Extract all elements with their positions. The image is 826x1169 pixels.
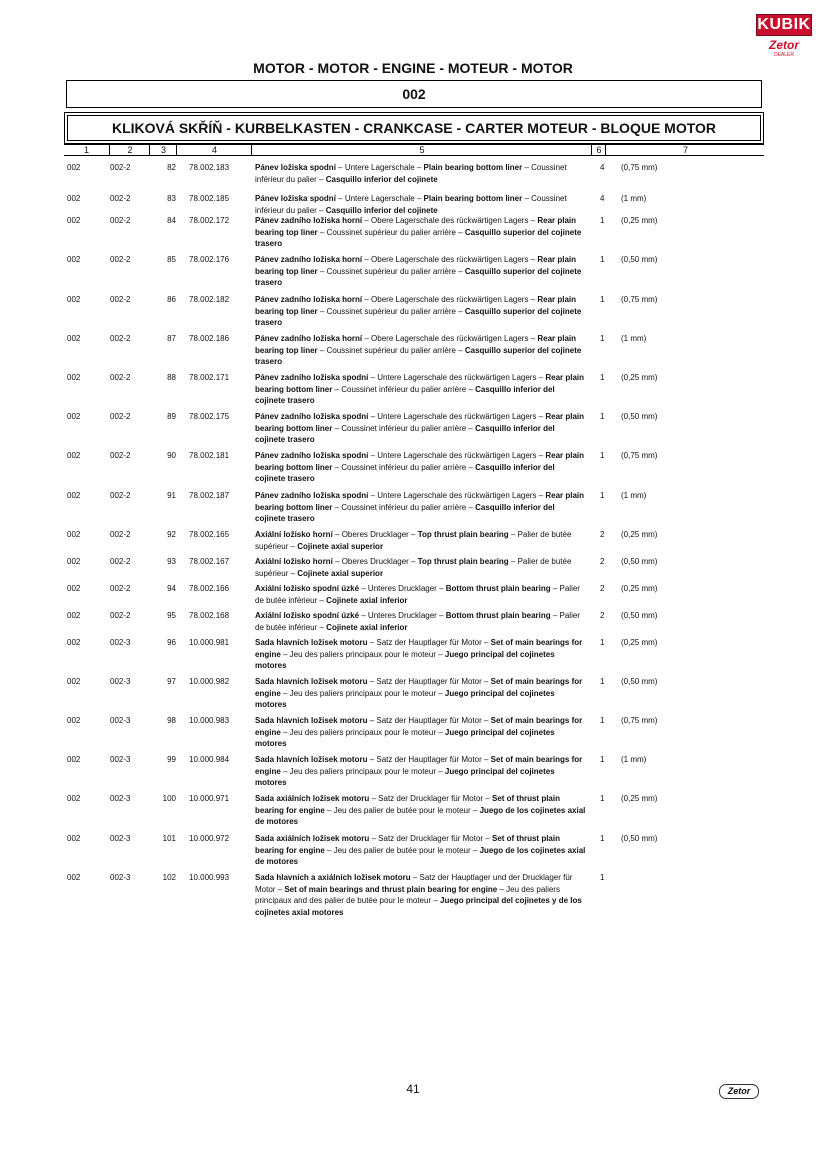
- description-desc: – Untere Lagerschale des rückwärtigen Lagers –: [368, 412, 546, 421]
- description-desc: – Satz der Drucklager für Motor –: [369, 794, 492, 803]
- part-group: 002: [67, 873, 81, 882]
- description-bold1: Pánev zadního ložiska horní: [255, 216, 363, 225]
- size-note: (0,50 mm): [621, 412, 658, 421]
- page-number: 41: [406, 1082, 420, 1096]
- description-bold2: Plain bearing bottom liner: [423, 194, 523, 203]
- quantity: 1: [600, 373, 605, 382]
- size-note: (0,25 mm): [621, 530, 658, 539]
- description-bold1: Axiální ložisko spodní úzké: [255, 584, 360, 593]
- part-description: [255, 215, 587, 250]
- size-note: (0,75 mm): [621, 716, 658, 725]
- description-bold1: Pánev zadního ložiska spodní: [255, 491, 369, 500]
- description-bold1: Pánev zadního ložiska spodní: [255, 412, 369, 421]
- part-group: 002: [67, 611, 81, 620]
- position-number: 85: [167, 255, 176, 264]
- description-desc: – Satz der Hauptlager für Motor –: [367, 716, 491, 725]
- position-number: 99: [167, 755, 176, 764]
- description-bold2: Rear plain bearing bottom liner: [255, 373, 585, 394]
- description-bold3: Casquillo inferior del cojinete: [325, 174, 438, 184]
- quantity: 4: [600, 194, 605, 203]
- description-bold3: Casquillo inferior del cojinete: [325, 205, 438, 215]
- part-description: [255, 676, 587, 711]
- description-desc2: – Coussinet supérieur du palier arrière –: [317, 345, 465, 355]
- description-desc2: – Jeu des paliers principaux pour le moteur –: [280, 688, 445, 698]
- description-bold1: Axiální ložisko horní: [255, 530, 333, 539]
- description-bold3: Juego principal del cojinetes motores: [255, 727, 555, 748]
- description-bold2: Rear plain bearing bottom liner: [255, 491, 585, 512]
- part-description: [255, 162, 587, 185]
- description-bold3: Casquillo inferior del cojinete trasero: [255, 423, 555, 444]
- description-desc2: – Coussinet inférieur du palier arrière –: [332, 384, 476, 394]
- zetor-brand: Zetor: [769, 38, 799, 52]
- description-bold2: Top thrust plain bearing: [417, 557, 509, 566]
- quantity: 1: [600, 755, 605, 764]
- description-bold2: Rear plain bearing top liner: [255, 295, 577, 316]
- part-group: 002: [67, 677, 81, 686]
- description-bold1: Pánev zadního ložiska spodní: [255, 373, 369, 382]
- part-description: [255, 754, 587, 789]
- quantity: 2: [600, 611, 605, 620]
- part-group: 002: [67, 451, 81, 460]
- part-number: 10.000.971: [189, 794, 230, 803]
- section-title: KLIKOVÁ SKŘÍŇ - KURBELKASTEN - CRANKCASE - CARTER MOTEUR - BLOQUE MOTOR: [67, 115, 761, 141]
- description-desc: – Untere Lagerschale des rückwärtigen Lagers –: [368, 373, 546, 382]
- size-note: (1 mm): [621, 194, 647, 203]
- part-number: 78.002.176: [189, 255, 230, 264]
- quantity: 1: [600, 334, 605, 343]
- description-bold2: Set of main bearings for engine: [255, 638, 583, 659]
- part-subgroup: 002-2: [110, 530, 131, 539]
- description-desc2: – Coussinet supérieur du palier arrière –: [317, 266, 465, 276]
- description-bold3: Casquillo superior del cojinete trasero: [255, 266, 582, 287]
- description-desc2: – Jeu des palier de butée pour le moteur –: [324, 845, 480, 855]
- quantity: 2: [600, 584, 605, 593]
- size-note: (0,50 mm): [621, 677, 658, 686]
- part-number: 10.000.972: [189, 834, 230, 843]
- part-number: 10.000.983: [189, 716, 230, 725]
- page-title: MOTOR - MOTOR - ENGINE - MOTEUR - MOTOR: [253, 60, 573, 76]
- quantity: 1: [600, 834, 605, 843]
- position-number: 89: [167, 412, 176, 421]
- part-subgroup: 002-2: [110, 194, 131, 203]
- size-note: (0,25 mm): [621, 584, 658, 593]
- description-bold2: Set of thrust plain bearing for engine: [255, 794, 560, 815]
- description-desc: – Unteres Drucklager –: [359, 611, 446, 620]
- description-bold3: Casquillo superior del cojinete trasero: [255, 306, 582, 327]
- position-number: 86: [167, 295, 176, 304]
- description-bold3: Juego principal del cojinetes motores: [255, 649, 555, 670]
- position-number: 96: [167, 638, 176, 647]
- part-description: [255, 529, 587, 552]
- size-note: (1 mm): [621, 755, 647, 764]
- position-number: 88: [167, 373, 176, 382]
- quantity: 1: [600, 412, 605, 421]
- description-bold2: Rear plain bearing top liner: [255, 255, 577, 276]
- part-subgroup: 002-2: [110, 216, 131, 225]
- description-bold3: Casquillo inferior del cojinete trasero: [255, 384, 555, 405]
- position-number: 82: [167, 163, 176, 172]
- part-description: [255, 637, 587, 672]
- part-subgroup: 002-3: [110, 794, 131, 803]
- part-group: 002: [67, 584, 81, 593]
- size-note: (0,25 mm): [621, 216, 658, 225]
- section-title-box: [64, 112, 764, 144]
- group-number: 002: [66, 80, 762, 108]
- col-header-1: 1: [83, 145, 89, 155]
- description-desc: – Satz der Hauptlager für Motor –: [367, 755, 491, 764]
- description-bold2: Bottom thrust plain bearing: [445, 584, 551, 593]
- description-bold2: Set of main bearings for engine: [255, 716, 583, 737]
- part-description: [255, 833, 587, 868]
- part-number: 10.000.984: [189, 755, 230, 764]
- part-description: [255, 715, 587, 750]
- part-subgroup: 002-2: [110, 373, 131, 382]
- quantity: 2: [600, 530, 605, 539]
- part-description: [255, 793, 587, 828]
- part-group: 002: [67, 834, 81, 843]
- part-description: [255, 254, 587, 289]
- part-number: 10.000.981: [189, 638, 230, 647]
- quantity: 1: [600, 794, 605, 803]
- part-description: [255, 333, 587, 368]
- dealer-label: DEALER: [773, 52, 794, 58]
- part-number: 78.002.175: [189, 412, 230, 421]
- position-number: 100: [162, 794, 176, 803]
- description-desc: – Oberes Drucklager –: [332, 557, 418, 566]
- description-bold2: Top thrust plain bearing: [417, 530, 509, 539]
- part-subgroup: 002-2: [110, 491, 131, 500]
- description-bold2: Rear plain bearing bottom liner: [255, 451, 585, 472]
- part-group: 002: [67, 295, 81, 304]
- quantity: 1: [600, 255, 605, 264]
- description-desc2: – Jeu des paliers principaux pour le moteur –: [280, 727, 445, 737]
- part-subgroup: 002-2: [110, 295, 131, 304]
- part-group: 002: [67, 530, 81, 539]
- description-desc2: – Coussinet inférieur du palier –: [255, 163, 567, 184]
- description-bold3: Cojinete axial inferior: [326, 622, 408, 632]
- description-desc: – Satz der Hauptlager für Motor –: [367, 677, 491, 686]
- part-description: [255, 372, 587, 407]
- part-number: 78.002.172: [189, 216, 230, 225]
- size-note: (0,50 mm): [621, 557, 658, 566]
- part-group: 002: [67, 255, 81, 264]
- description-bold2: Set of thrust plain bearing for engine: [255, 834, 560, 855]
- quantity: 1: [600, 295, 605, 304]
- part-number: 78.002.171: [189, 373, 230, 382]
- description-bold3: Juego de los cojinetes axial de motores: [255, 805, 586, 826]
- description-bold1: Pánev zadního ložiska horní: [255, 295, 363, 304]
- part-number: 10.000.982: [189, 677, 230, 686]
- size-note: (0,25 mm): [621, 373, 658, 382]
- part-number: 78.002.166: [189, 584, 230, 593]
- col-header-4: 4: [176, 145, 252, 155]
- part-group: 002: [67, 755, 81, 764]
- size-note: (0,50 mm): [621, 611, 658, 620]
- position-number: 101: [162, 834, 176, 843]
- description-bold2: Rear plain bearing top liner: [255, 216, 577, 237]
- description-bold2: Set of main bearings and thrust plain bearing for engine: [284, 884, 498, 894]
- description-bold2: Bottom thrust plain bearing: [445, 611, 551, 620]
- description-desc: – Obere Lagerschale des rückwärtigen Lagers –: [362, 295, 538, 304]
- description-desc2: – Palier de butée inférieur –: [255, 584, 580, 605]
- size-note: (0,75 mm): [621, 163, 658, 172]
- description-bold2: Set of main bearings for engine: [255, 755, 583, 776]
- part-description: [255, 872, 587, 918]
- part-subgroup: 002-3: [110, 677, 131, 686]
- part-subgroup: 002-3: [110, 638, 131, 647]
- quantity: 1: [600, 451, 605, 460]
- description-bold3: Cojinete axial superior: [297, 541, 384, 551]
- size-note: (1 mm): [621, 334, 647, 343]
- description-desc: – Untere Lagerschale –: [335, 163, 424, 172]
- part-subgroup: 002-2: [110, 584, 131, 593]
- description-bold3: Casquillo inferior del cojinete trasero: [255, 502, 555, 523]
- position-number: 87: [167, 334, 176, 343]
- description-desc: – Obere Lagerschale des rückwärtigen Lagers –: [362, 334, 538, 343]
- part-group: 002: [67, 412, 81, 421]
- description-desc2: – Jeu des paliers principaux pour le moteur –: [280, 766, 445, 776]
- size-note: (0,25 mm): [621, 638, 658, 647]
- description-bold1: Sada axiálních ložisek motoru: [255, 794, 370, 803]
- part-number: 78.002.183: [189, 163, 230, 172]
- description-desc: – Obere Lagerschale des rückwärtigen Lagers –: [362, 255, 538, 264]
- description-desc: – Satz der Hauptlager und der Drucklager für Motor –: [255, 873, 573, 894]
- part-number: 78.002.187: [189, 491, 230, 500]
- description-bold2: Rear plain bearing bottom liner: [255, 412, 585, 433]
- part-description: [255, 193, 587, 216]
- description-bold1: Sada hlavních ložisek motoru: [255, 716, 368, 725]
- part-description: [255, 490, 587, 525]
- description-bold1: Axiální ložisko spodní úzké: [255, 611, 360, 620]
- description-bold1: Sada hlavních a axiálních ložisek motoru: [255, 873, 411, 882]
- part-number: 78.002.186: [189, 334, 230, 343]
- description-desc2: – Coussinet inférieur du palier –: [255, 194, 567, 215]
- quantity: 1: [600, 716, 605, 725]
- position-number: 95: [167, 611, 176, 620]
- description-bold1: Pánev ložiska spodní: [255, 163, 336, 172]
- part-subgroup: 002-2: [110, 255, 131, 264]
- description-bold3: Juego principal del cojinetes motores: [255, 766, 555, 787]
- position-number: 91: [167, 491, 176, 500]
- size-note: (1 mm): [621, 491, 647, 500]
- part-group: 002: [67, 716, 81, 725]
- part-group: 002: [67, 373, 81, 382]
- part-group: 002: [67, 491, 81, 500]
- description-bold2: Rear plain bearing top liner: [255, 334, 577, 355]
- part-description: [255, 294, 587, 329]
- description-bold2: Plain bearing bottom liner: [423, 163, 523, 172]
- description-bold3: Cojinete axial inferior: [326, 595, 408, 605]
- description-desc: – Satz der Drucklager für Motor –: [369, 834, 492, 843]
- part-group: 002: [67, 194, 81, 203]
- zetor-footer-logo: Zetor: [719, 1084, 759, 1099]
- part-group: 002: [67, 557, 81, 566]
- col-header-7: 7: [605, 145, 765, 155]
- description-desc2: – Jeu des palier de butée pour le moteur –: [324, 805, 480, 815]
- part-group: 002: [67, 216, 81, 225]
- part-number: 78.002.182: [189, 295, 230, 304]
- part-description: [255, 610, 587, 633]
- description-bold1: Pánev zadního ložiska horní: [255, 334, 363, 343]
- kubik-zetor-logo: [756, 14, 812, 58]
- description-desc: – Obere Lagerschale des rückwärtigen Lagers –: [362, 216, 538, 225]
- part-number: 10.000.993: [189, 873, 230, 882]
- position-number: 84: [167, 216, 176, 225]
- size-note: (0,75 mm): [621, 451, 658, 460]
- description-bold1: Pánev ložiska spodní: [255, 194, 336, 203]
- description-desc2: – Coussinet supérieur du palier arrière –: [317, 227, 465, 237]
- description-bold3: Juego principal del cojinetes motores: [255, 688, 555, 709]
- description-desc: – Unteres Drucklager –: [359, 584, 446, 593]
- part-subgroup: 002-2: [110, 451, 131, 460]
- description-bold3: Juego principal del cojinetes y de los cojinetes axial motores: [255, 896, 582, 917]
- description-bold1: Pánev zadního ložiska spodní: [255, 451, 369, 460]
- description-bold3: Juego de los cojinetes axial de motores: [255, 845, 586, 866]
- description-bold1: Sada axiálních ložisek motoru: [255, 834, 370, 843]
- description-bold1: Pánev zadního ložiska horní: [255, 255, 363, 264]
- part-subgroup: 002-2: [110, 412, 131, 421]
- description-desc: – Untere Lagerschale des rückwärtigen Lagers –: [368, 451, 546, 460]
- description-desc2: – Coussinet supérieur du palier arrière –: [317, 306, 465, 316]
- part-subgroup: 002-2: [110, 611, 131, 620]
- description-desc2: – Jeu des paliers principaux pour le moteur –: [280, 649, 445, 659]
- description-desc2: – Palier de butée inférieur –: [255, 611, 580, 632]
- quantity: 1: [600, 216, 605, 225]
- part-subgroup: 002-2: [110, 557, 131, 566]
- part-number: 78.002.185: [189, 194, 230, 203]
- part-number: 78.002.181: [189, 451, 230, 460]
- description-bold1: Sada hlavních ložisek motoru: [255, 638, 368, 647]
- description-desc: – Oberes Drucklager –: [332, 530, 418, 539]
- description-bold1: Sada hlavních ložisek motoru: [255, 755, 368, 764]
- quantity: 4: [600, 163, 605, 172]
- quantity: 1: [600, 491, 605, 500]
- description-bold3: Casquillo inferior del cojinete trasero: [255, 462, 555, 483]
- description-desc: – Untere Lagerschale des rückwärtigen Lagers –: [368, 491, 546, 500]
- part-description: [255, 556, 587, 579]
- description-desc: – Untere Lagerschale –: [335, 194, 424, 203]
- part-group: 002: [67, 163, 81, 172]
- description-desc2: – Palier de butée supérieur –: [255, 557, 572, 578]
- quantity: 1: [600, 677, 605, 686]
- col-header-2: 2: [109, 145, 150, 155]
- kubik-brand: KUBIK: [756, 14, 812, 36]
- description-desc2: – Coussinet inférieur du palier arrière –: [332, 462, 476, 472]
- col-header-3: 3: [149, 145, 177, 155]
- description-bold3: Cojinete axial superior: [297, 568, 384, 578]
- quantity: 2: [600, 557, 605, 566]
- part-subgroup: 002-3: [110, 834, 131, 843]
- part-number: 78.002.167: [189, 557, 230, 566]
- position-number: 90: [167, 451, 176, 460]
- position-number: 83: [167, 194, 176, 203]
- col-header-5: 5: [251, 145, 592, 155]
- part-number: 78.002.165: [189, 530, 230, 539]
- size-note: (0,75 mm): [621, 295, 658, 304]
- description-desc: – Satz der Hauptlager für Motor –: [367, 638, 491, 647]
- description-bold3: Casquillo superior del cojinete trasero: [255, 227, 582, 248]
- description-bold1: Sada hlavních ložisek motoru: [255, 677, 368, 686]
- part-group: 002: [67, 334, 81, 343]
- part-description: [255, 450, 587, 485]
- size-note: (0,50 mm): [621, 834, 658, 843]
- part-group: 002: [67, 638, 81, 647]
- description-bold2: Set of main bearings for engine: [255, 677, 583, 698]
- size-note: (0,25 mm): [621, 794, 658, 803]
- position-number: 97: [167, 677, 176, 686]
- part-subgroup: 002-3: [110, 873, 131, 882]
- position-number: 93: [167, 557, 176, 566]
- description-desc2: – Coussinet inférieur du palier arrière –: [332, 502, 476, 512]
- position-number: 94: [167, 584, 176, 593]
- part-subgroup: 002-2: [110, 163, 131, 172]
- part-group: 002: [67, 794, 81, 803]
- description-bold3: Casquillo superior del cojinete trasero: [255, 345, 582, 366]
- position-number: 98: [167, 716, 176, 725]
- column-header-row: [64, 144, 764, 156]
- part-description: [255, 411, 587, 446]
- position-number: 102: [162, 873, 176, 882]
- part-description: [255, 583, 587, 606]
- quantity: 1: [600, 873, 605, 882]
- quantity: 1: [600, 638, 605, 647]
- description-bold1: Axiální ložisko horní: [255, 557, 333, 566]
- description-desc2: – Jeu des paliers principaux and des palier de butée pour le moteur –: [255, 884, 560, 905]
- part-subgroup: 002-2: [110, 334, 131, 343]
- description-desc2: – Coussinet inférieur du palier arrière –: [332, 423, 476, 433]
- part-subgroup: 002-3: [110, 716, 131, 725]
- position-number: 92: [167, 530, 176, 539]
- part-number: 78.002.168: [189, 611, 230, 620]
- col-header-6: 6: [591, 145, 606, 155]
- description-desc2: – Palier de butée supérieur –: [255, 530, 572, 551]
- part-subgroup: 002-3: [110, 755, 131, 764]
- size-note: (0,50 mm): [621, 255, 658, 264]
